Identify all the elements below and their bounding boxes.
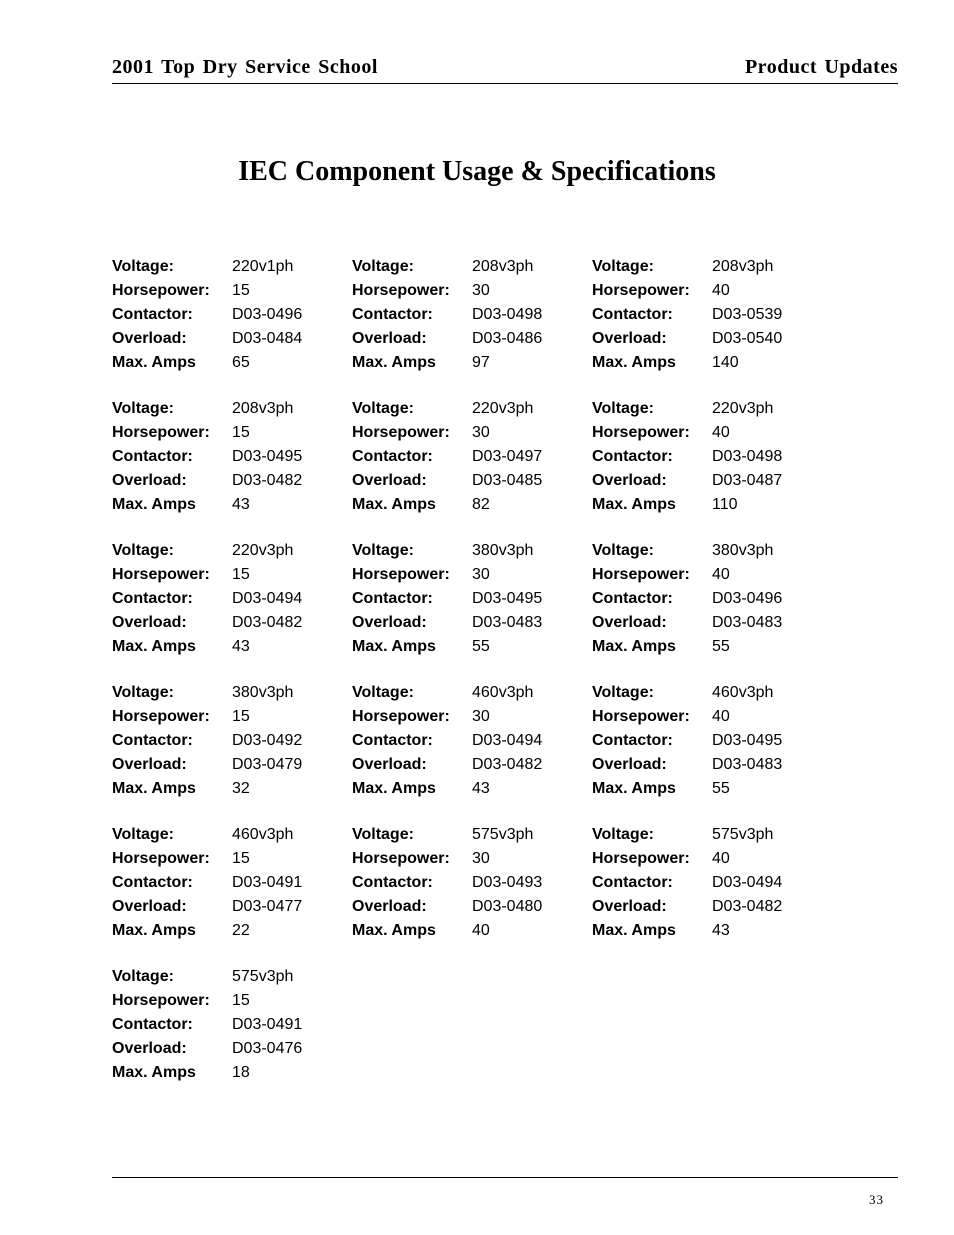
spec-block — [112, 397, 352, 517]
spec-label: Horsepower: — [352, 708, 450, 725]
spec-value: D03-0498 — [472, 306, 543, 323]
spec-value: 40 — [712, 424, 730, 441]
spec-line-voltage — [352, 681, 592, 705]
spec-value: 30 — [472, 708, 490, 725]
spec-value: 40 — [712, 850, 730, 867]
spec-line-contactor — [352, 871, 592, 895]
spec-label: Voltage: — [592, 400, 654, 417]
spec-value: D03-0482 — [232, 472, 303, 489]
spec-label: Contactor: — [112, 448, 193, 465]
spec-label: Horsepower: — [352, 566, 450, 583]
spec-line-voltage — [592, 397, 832, 421]
spec-value: 460v3ph — [232, 826, 294, 843]
spec-value: D03-0483 — [712, 756, 783, 773]
spec-block — [112, 539, 352, 659]
spec-label: Contactor: — [592, 874, 673, 891]
spec-line-overload — [592, 327, 832, 351]
spec-block — [112, 965, 352, 1085]
spec-label: Overload: — [112, 1040, 187, 1057]
spec-value: 43 — [232, 496, 250, 513]
page-header — [112, 56, 898, 84]
spec-line-horsepower — [352, 421, 592, 445]
spec-row — [112, 681, 898, 823]
spec-value: 15 — [232, 708, 250, 725]
spec-label: Horsepower: — [352, 850, 450, 867]
spec-block — [592, 255, 832, 375]
spec-line-max-amps — [352, 351, 592, 375]
spec-line-contactor — [352, 729, 592, 753]
spec-label: Horsepower: — [592, 282, 690, 299]
spec-label: Voltage: — [112, 968, 174, 985]
spec-block — [592, 539, 832, 659]
spec-value: 55 — [712, 638, 730, 655]
spec-value: D03-0483 — [712, 614, 783, 631]
spec-label: Contactor: — [352, 590, 433, 607]
spec-label: Overload: — [112, 898, 187, 915]
spec-label: Voltage: — [352, 258, 414, 275]
spec-value: 460v3ph — [712, 684, 774, 701]
spec-value: 575v3ph — [232, 968, 294, 985]
spec-label: Contactor: — [352, 306, 433, 323]
spec-value: 18 — [232, 1064, 250, 1081]
spec-value: 22 — [232, 922, 250, 939]
spec-value: 15 — [232, 566, 250, 583]
spec-value: 32 — [232, 780, 250, 797]
spec-line-horsepower — [352, 279, 592, 303]
spec-label: Max. Amps — [592, 638, 676, 655]
spec-label: Voltage: — [112, 684, 174, 701]
spec-value: D03-0491 — [232, 874, 303, 891]
spec-label: Max. Amps — [112, 780, 196, 797]
spec-line-voltage — [112, 823, 352, 847]
spec-label: Max. Amps — [592, 922, 676, 939]
spec-label: Voltage: — [352, 684, 414, 701]
spec-value: D03-0482 — [712, 898, 783, 915]
spec-label: Overload: — [592, 472, 667, 489]
spec-label: Horsepower: — [112, 850, 210, 867]
spec-label: Max. Amps — [112, 354, 196, 371]
spec-value: 380v3ph — [472, 542, 534, 559]
spec-line-horsepower — [352, 847, 592, 871]
spec-line-max-amps — [112, 493, 352, 517]
spec-value: 40 — [472, 922, 490, 939]
spec-line-max-amps — [112, 1061, 352, 1085]
spec-value: 380v3ph — [712, 542, 774, 559]
spec-label: Horsepower: — [592, 708, 690, 725]
spec-label: Max. Amps — [352, 922, 436, 939]
spec-block — [112, 255, 352, 375]
spec-line-voltage — [352, 823, 592, 847]
spec-value: 55 — [472, 638, 490, 655]
spec-value: 15 — [232, 850, 250, 867]
spec-value: D03-0493 — [472, 874, 543, 891]
spec-line-voltage — [352, 539, 592, 563]
spec-label: Horsepower: — [592, 850, 690, 867]
spec-label: Horsepower: — [112, 992, 210, 1009]
spec-value: D03-0485 — [472, 472, 543, 489]
spec-line-horsepower — [112, 989, 352, 1013]
spec-label: Overload: — [352, 472, 427, 489]
spec-grid — [112, 255, 898, 1107]
spec-line-overload — [112, 753, 352, 777]
spec-label: Voltage: — [592, 258, 654, 275]
spec-value: 30 — [472, 850, 490, 867]
spec-line-contactor — [352, 445, 592, 469]
spec-label: Overload: — [592, 330, 667, 347]
spec-value: 220v3ph — [472, 400, 534, 417]
spec-label: Horsepower: — [112, 566, 210, 583]
spec-label: Max. Amps — [352, 780, 436, 797]
spec-label: Overload: — [112, 472, 187, 489]
spec-block — [352, 823, 592, 943]
spec-label: Contactor: — [592, 306, 673, 323]
spec-value: 208v3ph — [472, 258, 534, 275]
spec-value: 82 — [472, 496, 490, 513]
spec-line-overload — [352, 753, 592, 777]
spec-line-overload — [112, 469, 352, 493]
spec-value: D03-0497 — [472, 448, 543, 465]
spec-label: Max. Amps — [352, 496, 436, 513]
spec-line-max-amps — [352, 777, 592, 801]
spec-line-horsepower — [592, 563, 832, 587]
spec-label: Overload: — [352, 756, 427, 773]
spec-block — [592, 823, 832, 943]
spec-line-max-amps — [352, 635, 592, 659]
spec-block — [352, 255, 592, 375]
spec-label: Contactor: — [112, 590, 193, 607]
spec-line-contactor — [352, 303, 592, 327]
spec-line-horsepower — [592, 847, 832, 871]
spec-line-overload — [112, 327, 352, 351]
spec-value: D03-0494 — [232, 590, 303, 607]
spec-row — [112, 823, 898, 965]
spec-label: Contactor: — [112, 732, 193, 749]
spec-value: 380v3ph — [232, 684, 294, 701]
spec-line-contactor — [112, 587, 352, 611]
spec-label: Voltage: — [112, 542, 174, 559]
spec-line-overload — [592, 469, 832, 493]
spec-row — [112, 255, 898, 397]
spec-value: D03-0476 — [232, 1040, 303, 1057]
spec-label: Max. Amps — [592, 354, 676, 371]
spec-value: D03-0479 — [232, 756, 303, 773]
spec-line-voltage — [592, 823, 832, 847]
spec-value: D03-0482 — [232, 614, 303, 631]
spec-label: Contactor: — [352, 448, 433, 465]
spec-label: Overload: — [592, 614, 667, 631]
spec-line-contactor — [592, 871, 832, 895]
spec-value: 575v3ph — [472, 826, 534, 843]
spec-line-max-amps — [112, 635, 352, 659]
spec-value: D03-0496 — [712, 590, 783, 607]
spec-label: Horsepower: — [352, 282, 450, 299]
spec-label: Contactor: — [592, 590, 673, 607]
spec-label: Horsepower: — [112, 708, 210, 725]
spec-value: D03-0486 — [472, 330, 543, 347]
spec-label: Overload: — [592, 898, 667, 915]
spec-label: Voltage: — [592, 684, 654, 701]
spec-value: 15 — [232, 282, 250, 299]
spec-line-voltage — [352, 255, 592, 279]
spec-line-overload — [352, 895, 592, 919]
spec-line-contactor — [112, 1013, 352, 1037]
spec-value: D03-0494 — [472, 732, 543, 749]
spec-value: D03-0498 — [712, 448, 783, 465]
page-number: 33 — [869, 1192, 884, 1207]
spec-label: Horsepower: — [592, 566, 690, 583]
spec-line-max-amps — [112, 351, 352, 375]
spec-label: Overload: — [592, 756, 667, 773]
spec-row — [112, 539, 898, 681]
spec-line-contactor — [112, 303, 352, 327]
spec-label: Contactor: — [352, 874, 433, 891]
spec-line-horsepower — [592, 279, 832, 303]
spec-line-contactor — [592, 587, 832, 611]
spec-label: Horsepower: — [112, 282, 210, 299]
spec-label: Overload: — [112, 756, 187, 773]
spec-line-voltage — [592, 539, 832, 563]
spec-block — [352, 681, 592, 801]
spec-block — [112, 823, 352, 943]
spec-label: Horsepower: — [592, 424, 690, 441]
spec-value: 97 — [472, 354, 490, 371]
spec-value: D03-0496 — [232, 306, 303, 323]
spec-value: D03-0495 — [472, 590, 543, 607]
spec-line-overload — [352, 611, 592, 635]
spec-label: Horsepower: — [352, 424, 450, 441]
spec-line-horsepower — [112, 847, 352, 871]
spec-value: D03-0482 — [472, 756, 543, 773]
spec-value: D03-0495 — [712, 732, 783, 749]
spec-label: Voltage: — [592, 542, 654, 559]
spec-label: Voltage: — [112, 400, 174, 417]
spec-line-overload — [592, 611, 832, 635]
spec-line-voltage — [112, 397, 352, 421]
spec-line-contactor — [592, 445, 832, 469]
spec-line-max-amps — [112, 777, 352, 801]
spec-label: Max. Amps — [112, 1064, 196, 1081]
spec-line-contactor — [112, 871, 352, 895]
spec-line-contactor — [592, 303, 832, 327]
spec-line-overload — [592, 753, 832, 777]
spec-label: Horsepower: — [112, 424, 210, 441]
spec-value: D03-0483 — [472, 614, 543, 631]
spec-label: Contactor: — [352, 732, 433, 749]
spec-block — [352, 397, 592, 517]
spec-line-contactor — [112, 729, 352, 753]
spec-line-voltage — [592, 681, 832, 705]
spec-value: 43 — [232, 638, 250, 655]
spec-value: 208v3ph — [712, 258, 774, 275]
spec-line-overload — [352, 469, 592, 493]
spec-value: 30 — [472, 282, 490, 299]
spec-value: D03-0492 — [232, 732, 303, 749]
spec-line-overload — [112, 611, 352, 635]
spec-line-horsepower — [352, 705, 592, 729]
footer-rule — [112, 1177, 898, 1178]
spec-row — [112, 397, 898, 539]
spec-label: Max. Amps — [592, 780, 676, 797]
page-title: IEC Component Usage & Specifications — [238, 156, 716, 187]
spec-line-voltage — [112, 681, 352, 705]
spec-value: 30 — [472, 424, 490, 441]
spec-value: 140 — [712, 354, 739, 371]
spec-line-max-amps — [112, 919, 352, 943]
spec-label: Max. Amps — [112, 496, 196, 513]
spec-value: 55 — [712, 780, 730, 797]
spec-label: Voltage: — [352, 542, 414, 559]
spec-block — [592, 681, 832, 801]
spec-value: D03-0539 — [712, 306, 783, 323]
spec-block — [352, 539, 592, 659]
spec-label: Max. Amps — [592, 496, 676, 513]
spec-value: 40 — [712, 282, 730, 299]
spec-label: Voltage: — [352, 400, 414, 417]
spec-value: D03-0484 — [232, 330, 303, 347]
spec-line-max-amps — [592, 635, 832, 659]
spec-block — [112, 681, 352, 801]
spec-line-max-amps — [592, 919, 832, 943]
spec-label: Max. Amps — [352, 354, 436, 371]
spec-line-horsepower — [112, 563, 352, 587]
spec-line-contactor — [592, 729, 832, 753]
spec-label: Voltage: — [112, 826, 174, 843]
spec-line-contactor — [112, 445, 352, 469]
spec-value: 220v1ph — [232, 258, 294, 275]
spec-value: 43 — [712, 922, 730, 939]
spec-label: Max. Amps — [112, 922, 196, 939]
spec-row — [112, 965, 898, 1107]
header-school-title: 2001 Top Dry Service School — [112, 56, 378, 78]
spec-value: 220v3ph — [232, 542, 294, 559]
spec-label: Contactor: — [112, 874, 193, 891]
spec-value: 43 — [472, 780, 490, 797]
spec-label: Voltage: — [112, 258, 174, 275]
spec-line-overload — [112, 895, 352, 919]
spec-label: Overload: — [112, 330, 187, 347]
spec-line-voltage — [112, 539, 352, 563]
header-section-title: Product Updates — [744, 56, 898, 78]
spec-label: Overload: — [352, 614, 427, 631]
spec-value: D03-0480 — [472, 898, 543, 915]
spec-value: 15 — [232, 992, 250, 1009]
spec-value: 40 — [712, 566, 730, 583]
spec-value: 220v3ph — [712, 400, 774, 417]
spec-value: 208v3ph — [232, 400, 294, 417]
spec-value: 15 — [232, 424, 250, 441]
spec-line-horsepower — [352, 563, 592, 587]
spec-label: Contactor: — [592, 732, 673, 749]
spec-line-voltage — [112, 965, 352, 989]
spec-value: D03-0494 — [712, 874, 783, 891]
spec-label: Overload: — [352, 898, 427, 915]
spec-line-contactor — [352, 587, 592, 611]
spec-label: Max. Amps — [352, 638, 436, 655]
spec-label: Contactor: — [592, 448, 673, 465]
spec-line-voltage — [112, 255, 352, 279]
spec-line-voltage — [592, 255, 832, 279]
spec-line-max-amps — [592, 493, 832, 517]
spec-line-overload — [592, 895, 832, 919]
spec-line-max-amps — [592, 351, 832, 375]
spec-line-max-amps — [352, 493, 592, 517]
spec-label: Voltage: — [592, 826, 654, 843]
spec-line-horsepower — [592, 421, 832, 445]
spec-line-horsepower — [592, 705, 832, 729]
spec-label: Voltage: — [352, 826, 414, 843]
spec-value: D03-0540 — [712, 330, 783, 347]
spec-value: 460v3ph — [472, 684, 534, 701]
spec-line-horsepower — [112, 705, 352, 729]
spec-label: Overload: — [112, 614, 187, 631]
spec-line-max-amps — [352, 919, 592, 943]
spec-value: D03-0477 — [232, 898, 303, 915]
spec-value: 65 — [232, 354, 250, 371]
spec-line-horsepower — [112, 279, 352, 303]
spec-value: 40 — [712, 708, 730, 725]
spec-line-horsepower — [112, 421, 352, 445]
spec-label: Overload: — [352, 330, 427, 347]
spec-value: 30 — [472, 566, 490, 583]
spec-line-voltage — [352, 397, 592, 421]
spec-value: D03-0487 — [712, 472, 783, 489]
spec-label: Contactor: — [112, 306, 193, 323]
spec-line-max-amps — [592, 777, 832, 801]
spec-value: 110 — [712, 496, 738, 513]
spec-line-overload — [112, 1037, 352, 1061]
spec-label: Max. Amps — [112, 638, 196, 655]
spec-line-overload — [352, 327, 592, 351]
spec-block — [592, 397, 832, 517]
spec-label: Contactor: — [112, 1016, 193, 1033]
spec-value: D03-0495 — [232, 448, 303, 465]
spec-value: 575v3ph — [712, 826, 774, 843]
spec-value: D03-0491 — [232, 1016, 303, 1033]
